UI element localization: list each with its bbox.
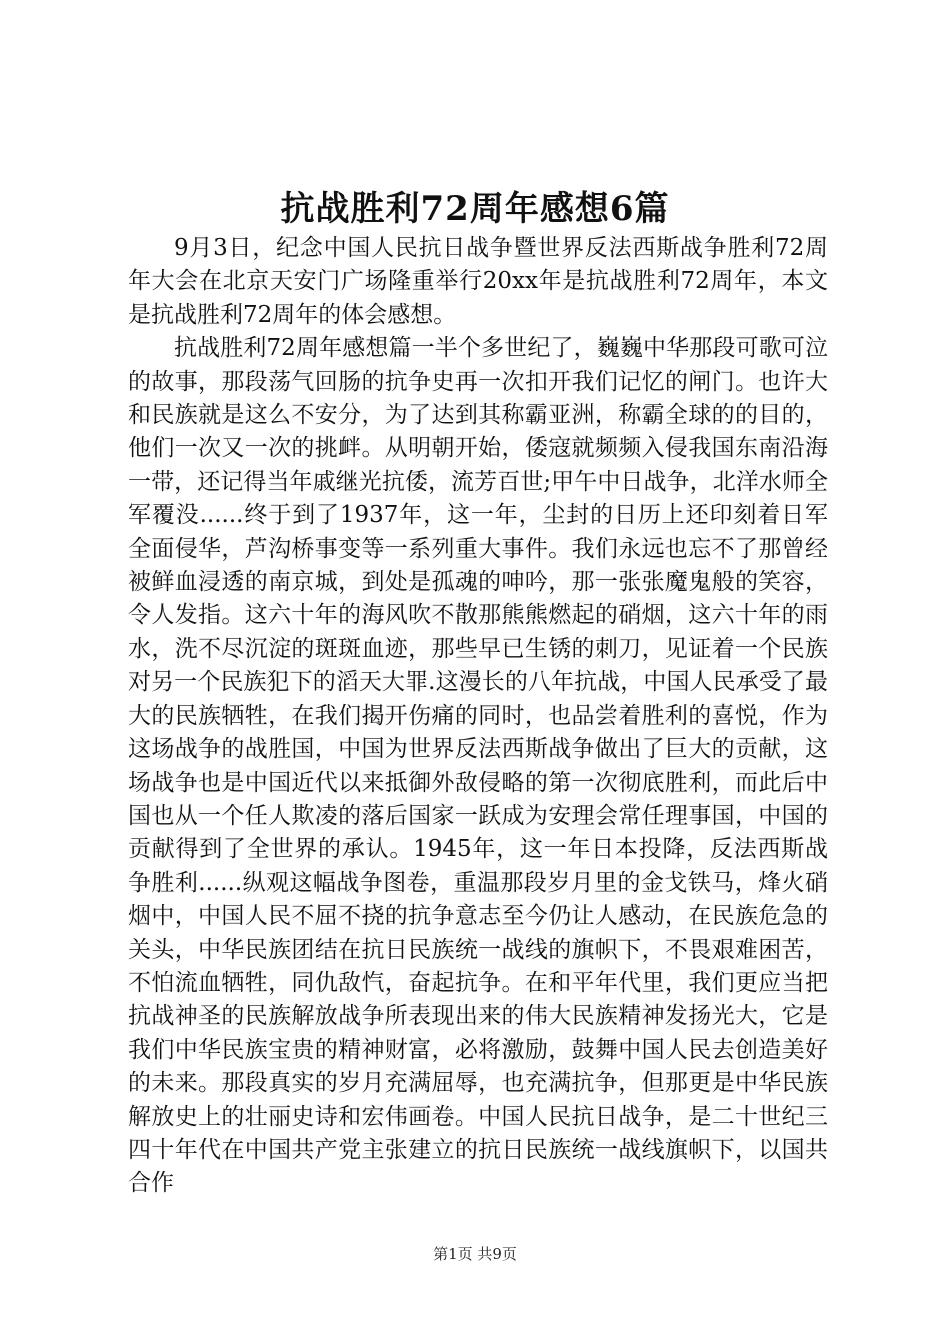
paragraph-intro: 9月3日，纪念中国人民抗日战争暨世界反法西斯战争胜利72周年大会在北京天安门广场隆重举行20xx年是抗战胜利72周年，本文是抗战胜利72周年的体会感想。 bbox=[128, 235, 828, 328]
document-title: 抗战胜利72周年感想6篇 bbox=[280, 189, 670, 229]
paragraph-essay-one: 抗战胜利72周年感想篇一半个多世纪了，巍巍中华那段可歌可泣的故事，那段荡气回肠的抗争史再一次扣开我们记忆的闸门。也许大和民族就是这么不安分，为了达到其称霸亚洲，称霸全球的的目的，他们一次又一次的挑衅。从明朝开始，倭寇就频频入侵我国东南沿海一带，还记得当年戚继光抗倭，流芳百世;甲午中日战争，北洋水师全军覆没......终于到了1937年，这一年，尘封的日历上还印刻着日军全面侵华，芦沟桥事变等一系列重大事件。我们永远也忘不了那曾经被鲜血浸透的南京城，到处是孤魂的呻吟，那一张张魔鬼般的笑容，令人发指。这六十年的海风吹不散那熊熊燃起的硝烟，这六十年的雨水，洗不尽沉淀的斑斑血迹，那些早已生锈的刺刀，见证着一个民族对另一个民族犯下的滔天大罪.这漫长的八年抗战，中国人民承受了最大的民族牺牲，在我们揭开伤痛的同时，也品尝着胜利的喜悦，作为这场战争的战胜国，中国为世界反法西斯战争做出了巨大的贡献，这场战争也是中国近代以来抵御外敌侵略的第一次彻底胜利，而此后中国也从一个任人欺凌的落后国家一跃成为安理会常任理事国，中国的贡献得到了全世界的承认。1945年，这一年日本投降，反法西斯战争胜利......纵观这幅战争图卷，重温那段岁月里的金戈铁马，烽火硝烟中，中国人民不屈不挠的抗争意志至今仍让人感动，在民族危急的关头，中华民族团结在抗日民族统一战线的旗帜下，不畏艰难困苦，不怕流血牺牲，同仇敌忾，奋起抗争。在和平年代里，我们更应当把抗战神圣的民族解放战争所表现出来的伟大民族精神发扬光大，它是我们中华民族宝贵的精神财富，必将激励，鼓舞中国人民去创造美好的未来。那段真实的岁月充满屈辱，也充满抗争，但那更是中华民族解放史上的壮丽史诗和宏伟画卷。中国人民抗日战争，是二十世纪三四十年代在中国共产党主张建立的抗日民族统一战线旗帜下，以国共合作 bbox=[128, 335, 828, 1197]
document-body bbox=[128, 232, 828, 1201]
page-number-footer: 第1页 共9页 bbox=[433, 1245, 517, 1263]
